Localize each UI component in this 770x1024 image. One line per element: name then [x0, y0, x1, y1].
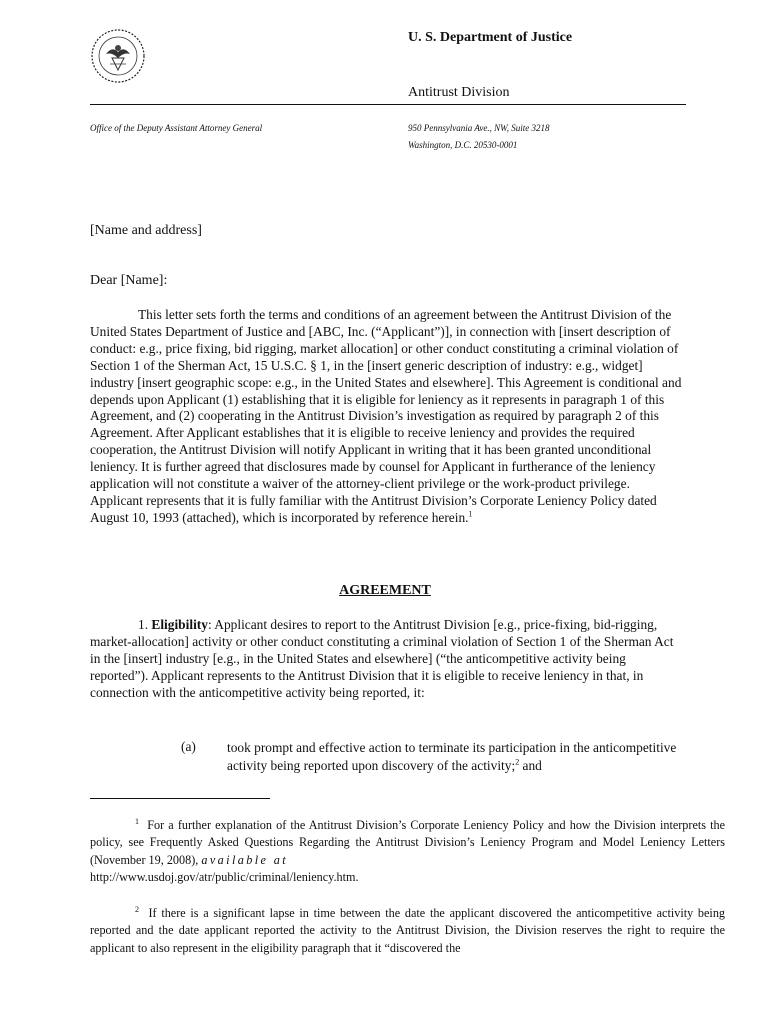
footnote-1-mark: 1 — [135, 816, 139, 826]
footnote-2 — [90, 905, 725, 957]
footnote-1-url[interactable]: http://www.usdoj.gov/atr/public/criminal/leniency.htm. — [90, 870, 359, 885]
department-name: U. S. Department of Justice — [408, 30, 573, 45]
footnote-ref-2[interactable]: 2 — [515, 757, 520, 767]
footnote-divider — [90, 798, 270, 799]
doj-seal-icon — [90, 28, 146, 84]
header-divider — [90, 104, 686, 105]
footnote-1-text: For a further explanation of the Antitrust Division’s Corporate Leniency Policy and how the Division interprets the policy, see Frequently Asked Questions Regarding the Antitrust Division’s Leniency Program and Model Leniency Letters (November 19, 2008), — [90, 818, 725, 867]
recipient-name-address: [Name and address] — [90, 223, 202, 238]
footnote-ref-1[interactable]: 1 — [468, 509, 473, 519]
intro-paragraph — [90, 307, 684, 527]
address-line-2: Washington, D.C. 20530-0001 — [408, 140, 518, 150]
item-a — [227, 739, 687, 775]
agreement-heading: AGREEMENT — [339, 583, 431, 598]
item-a-label: (a) — [181, 739, 196, 754]
footnote-1-available: available at — [201, 852, 289, 867]
item-a-tail: and — [519, 758, 542, 773]
eligibility-title: Eligibility — [151, 617, 208, 632]
item-a-text: took prompt and effective action to terminate its participation in the anticompetitive activity being reported upon discovery of the activity; — [227, 740, 677, 773]
address-line-1: 950 Pennsylvania Ave., NW, Suite 3218 — [408, 123, 550, 133]
footnote-1 — [90, 817, 725, 887]
intro-text: This letter sets forth the terms and conditions of an agreement between the Antitrust Division of the United States Department of Justice and [ABC, Inc. (“Applicant”)], in connection with [insert description of conduct: e.g., price fixing, bid rigging, market allocation] or other conduct constituting a criminal violation of Section 1 of the Sherman Act, 15 U.S.C. § 1, in the [insert generic description of industry: e.g., widget] industry [insert geographic scope: e.g., in the United States and elsewhere]. This Agreement is conditional and depends upon Applicant (1) establishing that it is eligible for leniency as it represents in paragraph 1 of this Agreement, and (2) cooperating in the Antitrust Division’s investigation as required by paragraph 2 of this Agreement. After Applicant establishes that it is eligible to receive leniency and provides the required cooperation, the Antitrust Division will notify Applicant in writing that it has been granted unconditional leniency. It is further agreed that disclosures made by counsel for Applicant in furtherance of the leniency application will not constitute a waiver of the attorney-client privilege or the work-product privilege. Applicant represents that it is fully familiar with the Antitrust Division’s Corporate Leniency Policy dated August 10, 1993 (attached), which is incorporated by reference herein. — [90, 307, 682, 525]
eligibility-number: 1. — [138, 617, 152, 632]
footnote-2-mark: 2 — [135, 904, 139, 914]
salutation: Dear [Name]: — [90, 273, 168, 288]
eligibility-text: : Applicant desires to report to the Antitrust Division [e.g., price-fixing, bid-rigging, market-allocation] activity or other conduct constituting a criminal violation of Section 1 of the Sherman Act in the [insert] industry [e.g., in the United States and elsewhere] (“the anticompetitive activity being reported”). Applicant represents to the Antitrust Division that it is eligible to receive leniency in that, in connection with the anticompetitive activity being reported, it: — [90, 617, 674, 700]
eligibility-paragraph — [90, 617, 684, 702]
division-name: Antitrust Division — [408, 85, 510, 100]
office-name: Office of the Deputy Assistant Attorney General — [90, 123, 263, 133]
footnote-2-text: If there is a significant lapse in time between the date the applicant discovered the anticompetitive activity being reported and the date applicant reported the activity to the Antitrust Division, the Division reserves the right to require the applicant to also represent in the eligibility paragraph that it “discovered the — [90, 906, 726, 955]
